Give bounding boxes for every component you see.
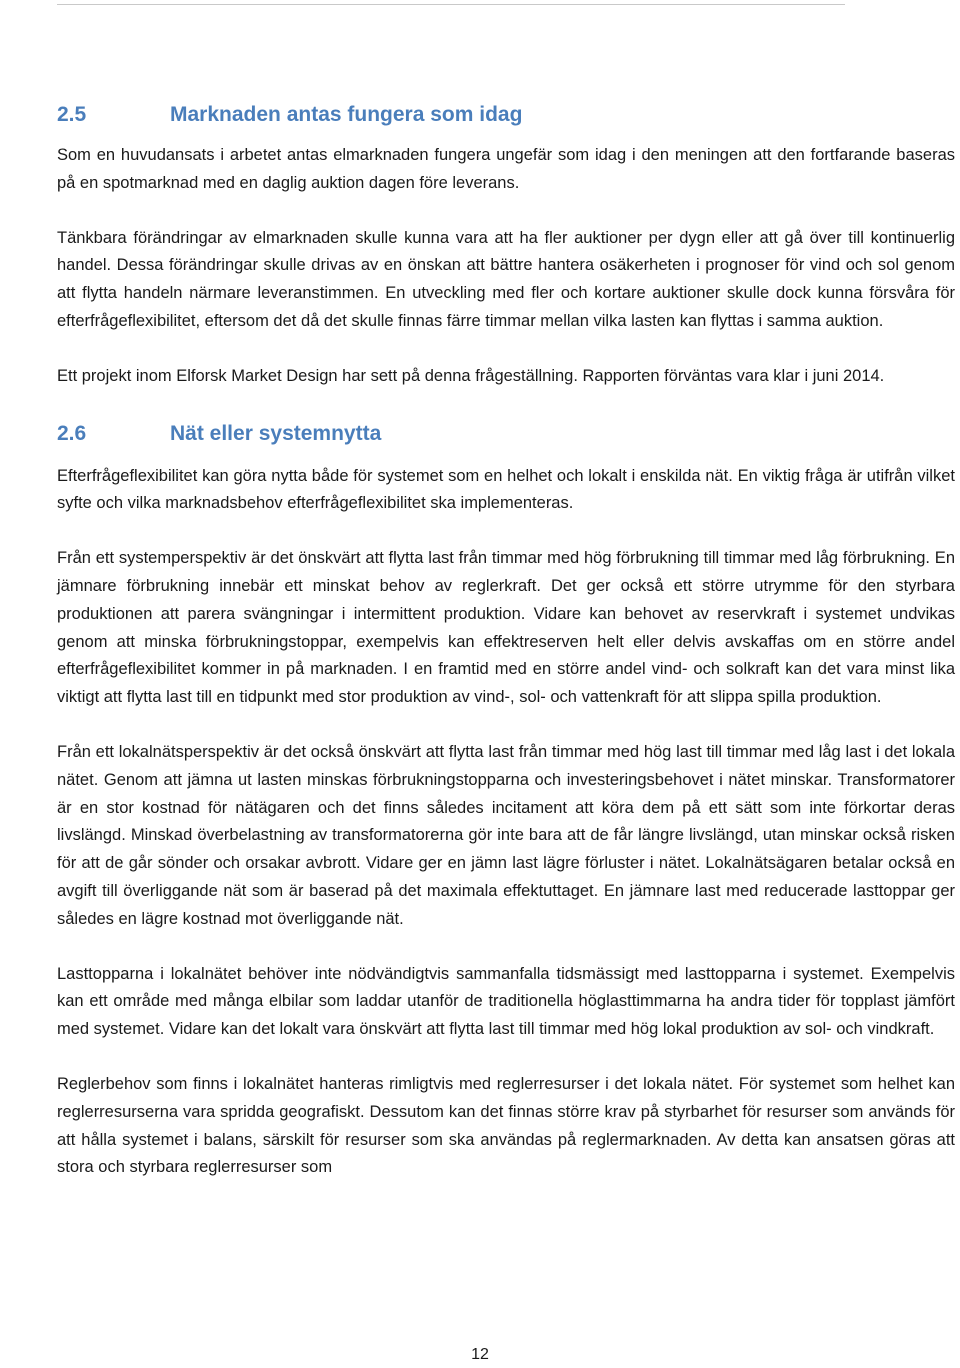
section-number: 2.6	[57, 421, 87, 445]
page-number: 12	[471, 1346, 489, 1363]
paragraph: Ett projekt inom Elforsk Market Design har sett på denna frågeställning. Rapporten förväntas vara klar i juni 2014.	[57, 366, 885, 385]
paragraph: Från ett systemperspektiv är det önskvärt att flytta last från timmar med hög förbrukning till timmar med låg förbrukning. En jämnare förbrukning innebär ett minskat behov av reglerkraft. Det ger också ett större utrymme för den styrbara produktionen att parera svängningar i intermittent produktion. Vidare kan behovet av reservkraft i systemet undvikas genom att minska förbrukningstoppar, exempelvis kan effektreserven helt eller delvis avskaffas om en större andel efterfrågeflexibilitet kommer in på marknaden. I en framtid med en större andel vind- och solkraft kan det vara minst lika viktigt att flytta last till en tidpunkt med stor produktion av vind-, sol- och vattenkraft för att slippa spilla produktion.	[57, 549, 955, 707]
section-heading-2-6	[57, 417, 955, 451]
paragraph: Reglerbehov som finns i lokalnätet hanteras rimligtvis med reglerresurser i det lokala nätet. För systemet som helhet kan reglerresurserna vara spridda geografiskt. Dessutom kan det finnas större krav på styrbarhet för resurser som används för att hålla systemet i balans, särskilt för resurser som ska användas på reglermarknaden. Av detta kan ansatsen göras att stora och styrbara reglerresurser som	[57, 1074, 955, 1177]
section-heading-2-5	[57, 98, 955, 132]
paragraph: Lasttopparna i lokalnätet behöver inte nödvändigtvis sammanfalla tidsmässigt med lasttopparna i systemet. Exempelvis kan ett område med många elbilar som laddar utanför de traditionella höglasttimmarna ha andra tider för topplast jämfört med systemet. Vidare kan det lokalt vara önskvärt att flytta last till timmar med hög lokal produktion av sol- och vindkraft.	[57, 964, 955, 1039]
section-number: 2.5	[57, 103, 87, 126]
paragraph: Från ett lokalnätsperspektiv är det också önskvärt att flytta last från timmar med hög last till timmar med låg last i det lokala nätet. Genom att jämna ut lasten minskas förbrukningstopparna och investeringsbehovet i nätet minskar. Transformatorer är en stor kostnad för nätägaren och det finns således incitament att köra dem på ett sätt som inte förkortar deras livslängd. Minskad överbelastning av transformatorerna gör inte bara att de får längre livslängd, utan minskar också risken för att de går sönder och orsakar avbrott. Vidare ger en jämn last lägre förluster i nätet. Lokalnätsägaren betalar också en avgift till överliggande nät som är baserad på det maximala effektuttaget. En jämnare last med reducerade lasttoppar ger således en lägre kostnad mot överliggande nät.	[57, 742, 955, 928]
paragraph: Efterfrågeflexibilitet kan göra nytta både för systemet som en helhet och lokalt i enskilda nät. En viktig fråga är utifrån vilket syfte och vilka marknadsbehov efterfrågeflexibilitet ska implementeras.	[57, 466, 955, 513]
header-rule	[57, 4, 845, 5]
paragraph: Som en huvudansats i arbetet antas elmarknaden fungera ungefär som idag i den meningen att den fortfarande baseras på en spotmarknad med en daglig auktion dagen före leverans.	[57, 146, 955, 192]
paragraph: Tänkbara förändringar av elmarknaden skulle kunna vara att ha fler auktioner per dygn eller att gå över till kontinuerlig handel. Dessa förändringar skulle drivas av en önskan att bättre hantera osäkerheten i prognoser för vind och sol genom att flytta handeln närmare leveranstimmen. En utveckling med fler och kortare auktioner skulle dock kunna försvåra för efterfrågeflexibilitet, eftersom det då det skulle finnas färre timmar mellan vilka lasten kan flyttas i samma auktion.	[57, 228, 955, 330]
section-title: Marknaden antas fungera som idag	[170, 103, 523, 126]
section-title: Nät eller systemnytta	[170, 421, 382, 445]
page-content	[57, 98, 955, 1182]
